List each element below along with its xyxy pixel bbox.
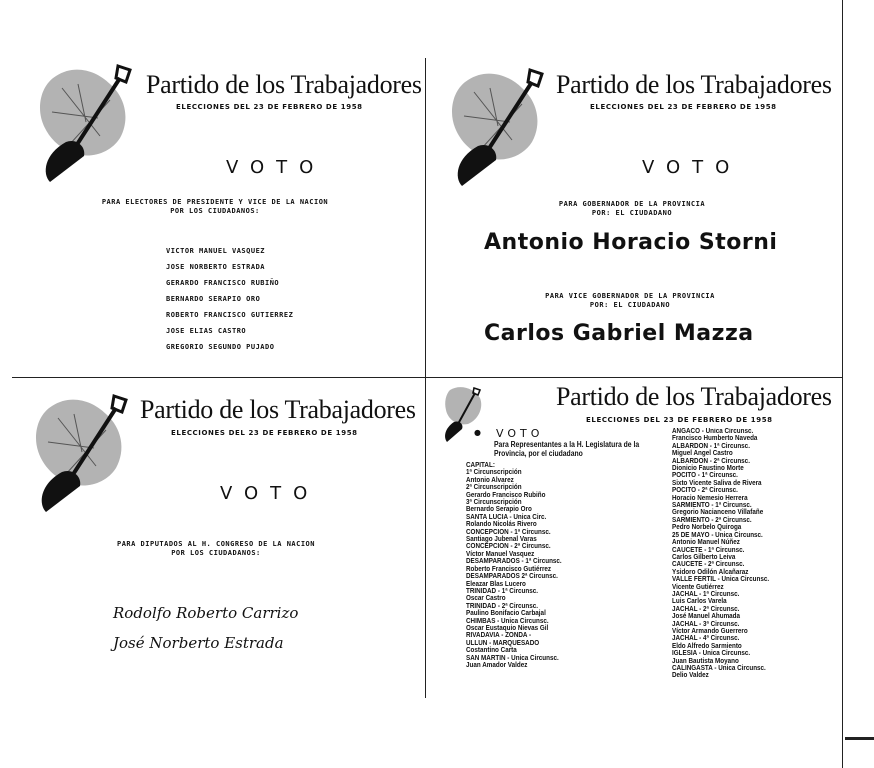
legislature-heading bbox=[494, 440, 639, 458]
election-date: ELECCIONES DEL 23 DE FEBRERO DE 1958 bbox=[586, 416, 773, 424]
bullet-mark: ● bbox=[474, 428, 481, 437]
vice-governor-name: Carlos Gabriel Mazza bbox=[484, 321, 754, 346]
list-item: Horacio Nemesio Herrera bbox=[672, 494, 748, 502]
list-item: VICTOR MANUEL VASQUEZ bbox=[166, 247, 266, 255]
bottom-edge-bar bbox=[845, 737, 874, 740]
list-item: SAN MARTIN - Unica Circunsc. bbox=[466, 654, 559, 662]
list-item: GREGORIO SEGUNDO PUJADO bbox=[166, 343, 275, 351]
governor-heading-line1: PARA GOBERNADOR DE LA PROVINCIA bbox=[558, 200, 706, 208]
list-item: Vicente Gutiérrez bbox=[672, 583, 724, 591]
voto-heading: VOTO bbox=[226, 157, 326, 178]
list-item: JACHAL - 1ª Circunsc. bbox=[672, 590, 740, 598]
list-item: JACHAL - 3ª Circunsc. bbox=[672, 620, 740, 628]
deputy-name: Rodolfo Roberto Carrizo bbox=[113, 604, 299, 622]
congress-heading bbox=[106, 540, 326, 558]
legislature-left-column bbox=[466, 462, 562, 669]
list-item: CAUCETE - 2ª Circunsc. bbox=[672, 561, 745, 569]
list-item: Roberto Francisco Gutiérrez bbox=[466, 565, 552, 573]
vice-heading-line1: PARA VICE GOBERNADOR DE LA PROVINCIA bbox=[545, 292, 715, 300]
right-edge-line bbox=[842, 0, 843, 768]
governor-heading bbox=[540, 200, 724, 218]
list-item: Rolando Nicolás Rivero bbox=[466, 521, 537, 529]
list-item: CONCEPCION - 2ª Circunsc. bbox=[466, 543, 551, 551]
horizontal-divider bbox=[12, 377, 842, 378]
list-item: ULLUN - MARQUESADO bbox=[466, 639, 540, 647]
list-item: CAUCETE - 1ª Circunsc. bbox=[672, 546, 745, 554]
list-item: IGLESIA - Unica Circunsc. bbox=[672, 650, 751, 658]
list-item: Juan Bautista Moyano bbox=[672, 657, 739, 665]
list-item: SANTA LUCIA - Unica Circ. bbox=[466, 513, 547, 521]
list-item: ALBARDON - 2ª Circunsc. bbox=[672, 457, 750, 465]
list-item: Francisco Humberto Naveda bbox=[672, 435, 758, 443]
list-item: Juan Amador Valdez bbox=[466, 661, 528, 669]
list-item: DESAMPARADOS - 1ª Circunsc. bbox=[466, 558, 562, 566]
party-name: Partido de los Trabajadores bbox=[556, 70, 832, 99]
list-item: BERNARDO SERAPIO ORO bbox=[166, 295, 261, 303]
voto-heading: VOTO bbox=[220, 483, 320, 504]
list-item: ALBARDON - 1ª Circunsc. bbox=[672, 442, 750, 450]
list-item: Delio Valdez bbox=[672, 672, 709, 680]
deputy-name: José Norberto Estrada bbox=[113, 634, 284, 652]
list-item: Víctor Manuel Vasquez bbox=[466, 550, 535, 558]
election-date: ELECCIONES DEL 23 DE FEBRERO DE 1958 bbox=[176, 103, 363, 111]
list-item: Dionicio Faustino Morte bbox=[672, 465, 744, 473]
legislature-right-column bbox=[672, 428, 769, 680]
list-item: José Manuel Ahumada bbox=[672, 613, 741, 621]
voto-heading: VOTO bbox=[496, 427, 544, 440]
election-date: ELECCIONES DEL 23 DE FEBRERO DE 1958 bbox=[590, 103, 777, 111]
list-item: 2ª Circunscripción bbox=[466, 484, 522, 492]
list-item: Sixto Vicente Saliva de Rivera bbox=[672, 479, 762, 487]
list-item: Carlos Gilberto Leiva bbox=[672, 553, 736, 561]
congress-heading-line1: PARA DIPUTADOS AL H. CONGRESO DE LA NACION bbox=[116, 540, 315, 548]
list-item: GERARDO FRANCISCO RUBIÑO bbox=[166, 279, 280, 287]
list-item: Luis Carlos Varela bbox=[672, 598, 727, 606]
vice-heading-line2: POR: EL CIUDADANO bbox=[589, 301, 671, 309]
party-name: Partido de los Trabajadores bbox=[140, 395, 416, 424]
list-item: Antonio Manuel Núñez bbox=[672, 539, 740, 547]
governor-heading-line2: POR: EL CIUDADANO bbox=[591, 209, 673, 217]
list-item: Víctor Armando Guerrero bbox=[672, 627, 748, 635]
governor-name: Antonio Horacio Storni bbox=[484, 230, 778, 255]
list-item: ROBERTO FRANCISCO GUTIERREZ bbox=[166, 311, 294, 319]
list-item: Gregorio Nacianceno Villafañe bbox=[672, 509, 764, 517]
president-heading bbox=[88, 198, 342, 216]
list-item: CAPITAL: bbox=[466, 462, 495, 469]
shovel-leaf-icon bbox=[22, 388, 132, 518]
list-item: Miguel Angel Castro bbox=[672, 450, 733, 458]
list-item: Oscar Eustaquio Nievas Gil bbox=[466, 624, 549, 632]
list-item: Ysidoro Odilón Alcañaraz bbox=[672, 568, 749, 576]
list-item: 25 DE MAYO - Unica Circunsc. bbox=[672, 531, 763, 539]
list-item: JACHAL - 2ª Circunsc. bbox=[672, 605, 740, 613]
vertical-divider bbox=[425, 58, 426, 698]
list-item: 1ª Circunscripción bbox=[466, 469, 522, 477]
congress-heading-line2: POR LOS CIUDADANOS: bbox=[171, 549, 261, 557]
list-item: POCITO - 1ª Circunsc. bbox=[672, 472, 738, 480]
list-item: TRINIDAD - 1ª Circunsc. bbox=[466, 587, 538, 595]
list-item: Paulino Bonifacio Carbajal bbox=[466, 610, 546, 618]
elector-list bbox=[166, 247, 293, 359]
list-item: Eleazar Blas Lucero bbox=[466, 580, 526, 588]
voto-heading: VOTO bbox=[642, 157, 742, 178]
legislature-heading-line2: Provincia, por el ciudadano bbox=[494, 449, 583, 458]
list-item: Antonio Alvarez bbox=[466, 476, 514, 484]
list-item: Costantino Carta bbox=[466, 647, 517, 655]
list-item: Eldo Alfredo Sarmiento bbox=[672, 642, 742, 650]
list-item: RIVADAVIA - ZONDA - bbox=[466, 632, 532, 640]
shovel-leaf-icon bbox=[438, 62, 548, 192]
list-item: POCITO - 2ª Circunsc. bbox=[672, 487, 738, 495]
party-name: Partido de los Trabajadores bbox=[556, 382, 832, 411]
election-date: ELECCIONES DEL 23 DE FEBRERO DE 1958 bbox=[171, 429, 358, 437]
legislature-heading-line1: Para Representantes a la H. Legislatura de la bbox=[494, 440, 640, 449]
president-heading-line2: POR LOS CIUDADANOS: bbox=[170, 207, 260, 215]
list-item: Oscar Castro bbox=[466, 595, 506, 603]
president-heading-line1: PARA ELECTORES DE PRESIDENTE Y VICE DE LA NACION bbox=[101, 198, 329, 206]
list-item: ANGACO - Unica Circunsc. bbox=[672, 428, 754, 435]
shovel-leaf-icon bbox=[26, 58, 136, 188]
list-item: Bernardo Serapio Oro bbox=[466, 506, 532, 514]
list-item: JOSE NORBERTO ESTRADA bbox=[166, 263, 266, 271]
vice-governor-heading bbox=[530, 292, 730, 310]
list-item: SARMIENTO - 1ª Circunsc. bbox=[672, 502, 752, 510]
list-item: TRINIDAD - 2ª Circunsc. bbox=[466, 602, 538, 610]
list-item: CONCEPCION - 1ª Circunsc. bbox=[466, 528, 551, 536]
list-item: DESAMPARADOS 2ª Circunsc. bbox=[466, 573, 558, 581]
list-item: Pedro Norbelo Quiroga bbox=[672, 524, 742, 532]
list-item: CALINGASTA - Unica Circunsc. bbox=[672, 665, 766, 672]
shovel-leaf-icon bbox=[440, 384, 484, 448]
list-item: SARMIENTO - 2ª Circunsc. bbox=[672, 516, 752, 524]
list-item: JACHAL - 4ª Circunsc. bbox=[672, 635, 740, 643]
list-item: Santiago Jubenal Varas bbox=[466, 536, 537, 544]
list-item: 3ª Circunscripción bbox=[466, 499, 522, 507]
list-item: CHIMBAS - Unica Circunsc. bbox=[466, 617, 549, 625]
party-name: Partido de los Trabajadores bbox=[146, 70, 422, 99]
list-item: JOSE ELIAS CASTRO bbox=[166, 327, 247, 335]
list-item: Gerardo Francisco Rubiño bbox=[466, 491, 546, 499]
list-item: VALLE FERTIL - Unica Circunsc. bbox=[672, 576, 770, 584]
